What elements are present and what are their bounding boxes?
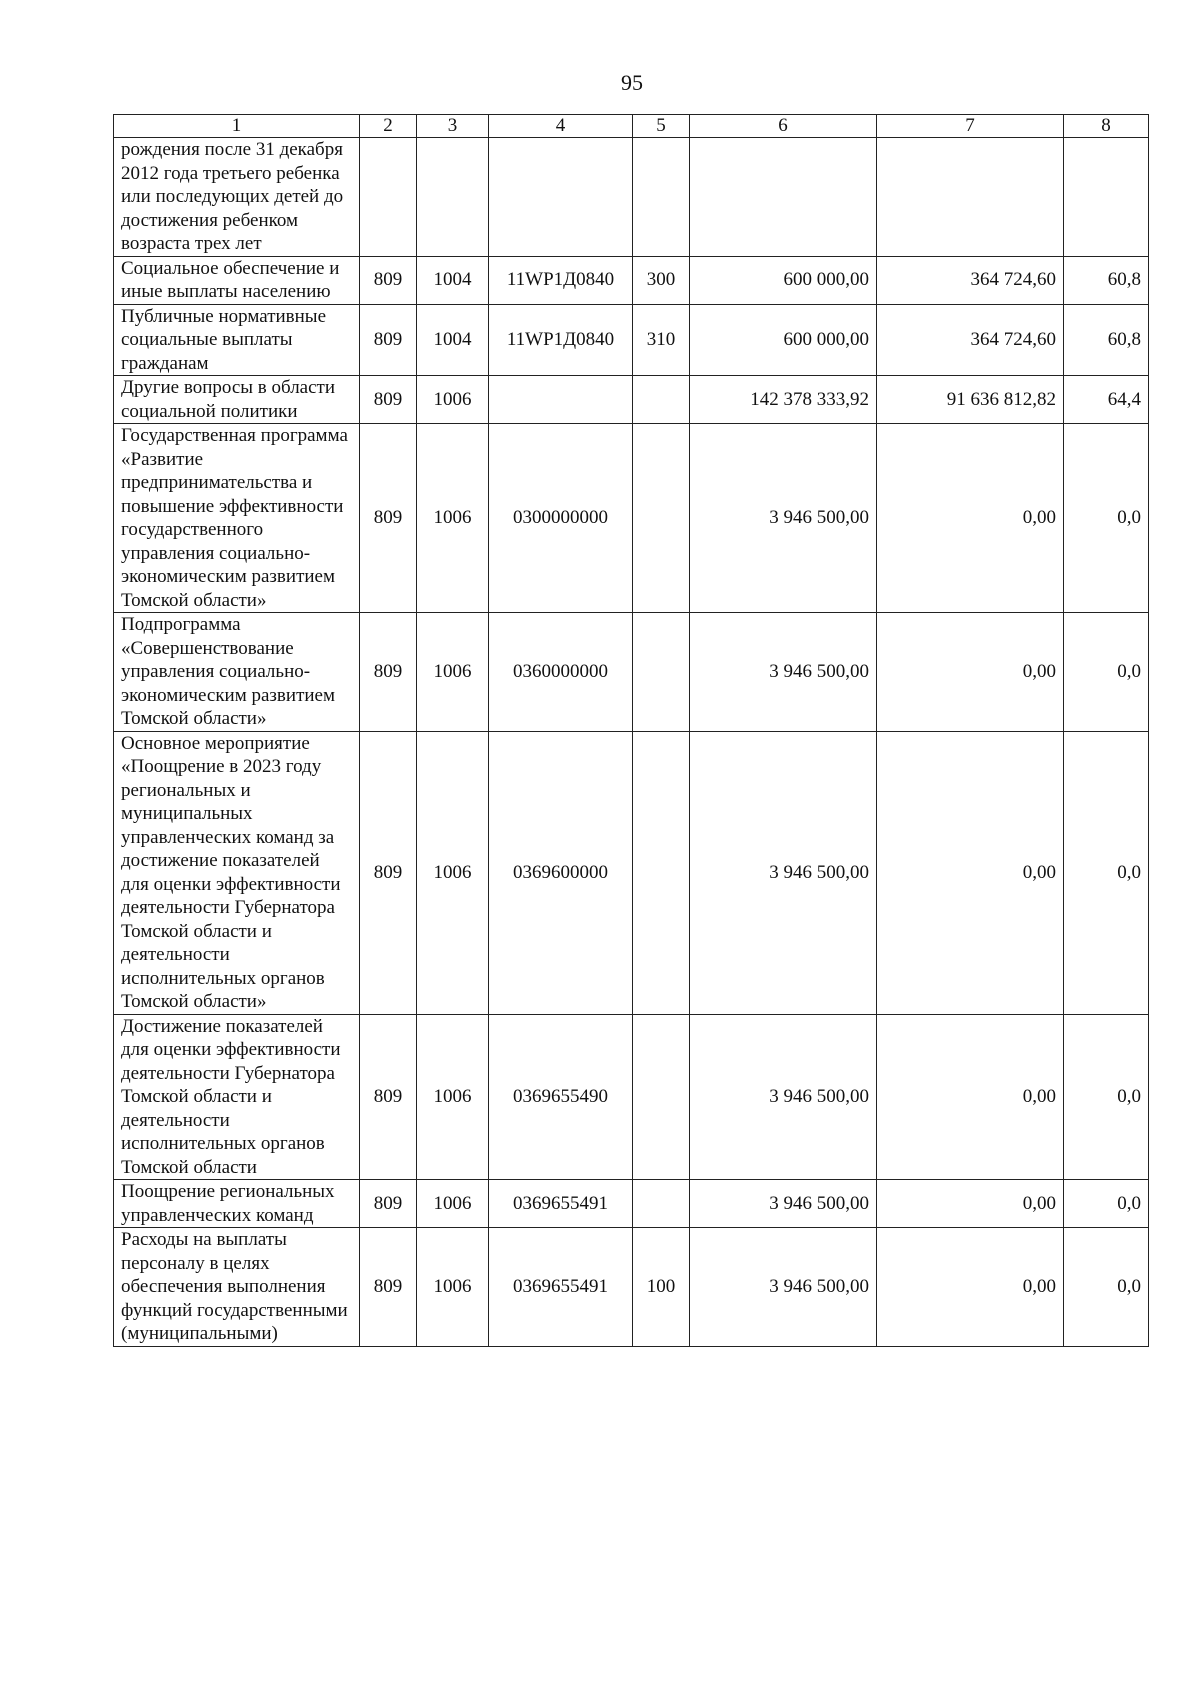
cell-col6: 600 000,00 (690, 256, 877, 304)
cell-col4: 11WP1Д0840 (489, 256, 633, 304)
cell-col8: 0,0 (1064, 1228, 1149, 1347)
row-name: Другие вопросы в области социальной политики (114, 376, 360, 424)
cell-col4 (489, 138, 633, 257)
column-header: 4 (489, 115, 633, 138)
column-header: 3 (417, 115, 489, 138)
cell-col5 (633, 376, 690, 424)
cell-col4 (489, 376, 633, 424)
cell-col4: 0300000000 (489, 424, 633, 613)
cell-col6: 3 946 500,00 (690, 731, 877, 1014)
row-name: Социальное обеспечение и иные выплаты населению (114, 256, 360, 304)
cell-col6: 3 946 500,00 (690, 613, 877, 732)
cell-col6: 3 946 500,00 (690, 1014, 877, 1180)
page-number: 95 (621, 70, 643, 95)
cell-col3: 1006 (417, 1014, 489, 1180)
cell-col2 (360, 138, 417, 257)
cell-col2: 809 (360, 731, 417, 1014)
row-name: рождения после 31 декабря 2012 года третьего ребенка или последующих детей до достижения ребенком возраста трех лет (114, 138, 360, 257)
cell-col3: 1006 (417, 1180, 489, 1228)
cell-col6: 3 946 500,00 (690, 1228, 877, 1347)
row-name: Публичные нормативные социальные выплаты гражданам (114, 304, 360, 376)
cell-col4: 0369655491 (489, 1180, 633, 1228)
table-header-row (114, 115, 1149, 138)
budget-table (113, 114, 1149, 1347)
cell-col5 (633, 731, 690, 1014)
cell-col6: 3 946 500,00 (690, 424, 877, 613)
cell-col7: 364 724,60 (877, 304, 1064, 376)
cell-col5 (633, 138, 690, 257)
cell-col8 (1064, 138, 1149, 257)
row-name: Основное мероприятие «Поощрение в 2023 году региональных и муниципальных управленческих команд за достижение показателей для оценки эффективности деятельности Губернатора Томской области и деятельности исполнительных органов Томской области» (114, 731, 360, 1014)
cell-col4: 0369655490 (489, 1014, 633, 1180)
cell-col3 (417, 138, 489, 257)
column-header: 6 (690, 115, 877, 138)
cell-col7: 91 636 812,82 (877, 376, 1064, 424)
table-row (114, 731, 1149, 1014)
cell-col6: 3 946 500,00 (690, 1180, 877, 1228)
cell-col5: 300 (633, 256, 690, 304)
cell-col2: 809 (360, 304, 417, 376)
column-header: 1 (114, 115, 360, 138)
table-row (114, 376, 1149, 424)
cell-col3: 1006 (417, 1228, 489, 1347)
row-name: Достижение показателей для оценки эффективности деятельности Губернатора Томской области и деятельности исполнительных органов Томской области (114, 1014, 360, 1180)
cell-col2: 809 (360, 613, 417, 732)
cell-col8: 60,8 (1064, 304, 1149, 376)
cell-col2: 809 (360, 256, 417, 304)
cell-col8: 0,0 (1064, 1014, 1149, 1180)
cell-col3: 1006 (417, 731, 489, 1014)
cell-col2: 809 (360, 376, 417, 424)
cell-col3: 1004 (417, 256, 489, 304)
cell-col8: 0,0 (1064, 613, 1149, 732)
cell-col7: 0,00 (877, 424, 1064, 613)
cell-col6: 600 000,00 (690, 304, 877, 376)
cell-col7 (877, 138, 1064, 257)
row-name: Подпрограмма «Совершенствование управления социально-экономическим развитием Томской области» (114, 613, 360, 732)
cell-col2: 809 (360, 1228, 417, 1347)
cell-col8: 0,0 (1064, 424, 1149, 613)
cell-col7: 0,00 (877, 731, 1064, 1014)
row-name: Государственная программа «Развитие предпринимательства и повышение эффективности государственного управления социально-экономическим развитием Томской области» (114, 424, 360, 613)
cell-col7: 0,00 (877, 1014, 1064, 1180)
cell-col3: 1006 (417, 613, 489, 732)
table-row (114, 1180, 1149, 1228)
table-row (114, 304, 1149, 376)
table-row (114, 1228, 1149, 1347)
cell-col4: 11WP1Д0840 (489, 304, 633, 376)
cell-col7: 364 724,60 (877, 256, 1064, 304)
row-name: Поощрение региональных управленческих команд (114, 1180, 360, 1228)
column-header: 7 (877, 115, 1064, 138)
cell-col8: 0,0 (1064, 731, 1149, 1014)
cell-col3: 1004 (417, 304, 489, 376)
cell-col2: 809 (360, 1014, 417, 1180)
table-row (114, 138, 1149, 257)
cell-col5 (633, 613, 690, 732)
table-row (114, 613, 1149, 732)
cell-col5 (633, 1180, 690, 1228)
cell-col4: 0360000000 (489, 613, 633, 732)
cell-col6: 142 378 333,92 (690, 376, 877, 424)
cell-col7: 0,00 (877, 1180, 1064, 1228)
cell-col8: 60,8 (1064, 256, 1149, 304)
table-row (114, 424, 1149, 613)
table-row (114, 256, 1149, 304)
cell-col3: 1006 (417, 424, 489, 613)
cell-col3: 1006 (417, 376, 489, 424)
column-header: 2 (360, 115, 417, 138)
cell-col7: 0,00 (877, 1228, 1064, 1347)
cell-col2: 809 (360, 424, 417, 613)
cell-col8: 0,0 (1064, 1180, 1149, 1228)
cell-col5 (633, 1014, 690, 1180)
cell-col5 (633, 424, 690, 613)
cell-col4: 0369600000 (489, 731, 633, 1014)
row-name: Расходы на выплаты персоналу в целях обеспечения выполнения функций государственными (муниципальными) (114, 1228, 360, 1347)
cell-col7: 0,00 (877, 613, 1064, 732)
cell-col4: 0369655491 (489, 1228, 633, 1347)
table-row (114, 1014, 1149, 1180)
cell-col2: 809 (360, 1180, 417, 1228)
cell-col5: 310 (633, 304, 690, 376)
column-header: 5 (633, 115, 690, 138)
column-header: 8 (1064, 115, 1149, 138)
cell-col8: 64,4 (1064, 376, 1149, 424)
cell-col5: 100 (633, 1228, 690, 1347)
cell-col6 (690, 138, 877, 257)
